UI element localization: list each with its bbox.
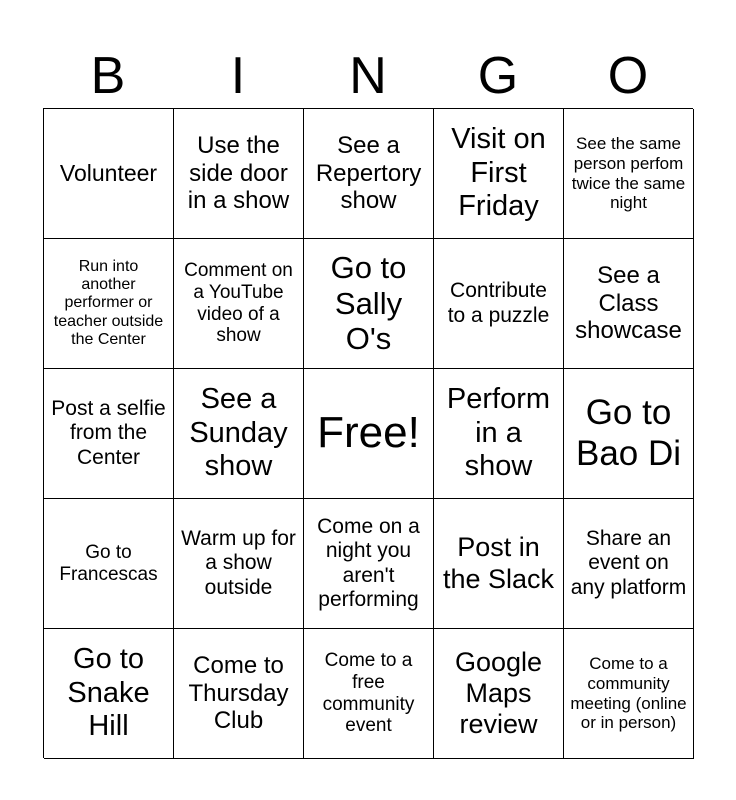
cell-text: Post a selfie from the Center — [51, 397, 166, 469]
bingo-cell[interactable] — [44, 499, 174, 629]
cell-text: Come to Thursday Club — [188, 652, 289, 735]
cell-text: See a Class showcase — [575, 262, 682, 345]
bingo-cell[interactable] — [564, 369, 694, 499]
bingo-cell[interactable] — [44, 369, 174, 499]
cell-text: Use the side door in a show — [187, 132, 290, 215]
cell-text: Google Maps review — [454, 646, 543, 740]
cell-text: Visit on First Friday — [451, 123, 546, 223]
bingo-cell[interactable] — [304, 239, 434, 369]
bingo-cell[interactable] — [434, 239, 564, 369]
cell-text: Warm up for a show outside — [181, 527, 296, 599]
cell-text: Perform in a show — [446, 383, 551, 483]
bingo-cell[interactable] — [174, 109, 304, 239]
free-space-text: Free! — [317, 408, 420, 458]
cell-text: Go to Sally O's — [330, 250, 407, 357]
bingo-cell[interactable] — [434, 499, 564, 629]
bingo-cell[interactable] — [44, 109, 174, 239]
bingo-cell[interactable] — [434, 109, 564, 239]
cell-text: Run into another performer or teacher outside the Center — [53, 257, 164, 349]
bingo-cell[interactable] — [434, 369, 564, 499]
cell-text: See a Sunday show — [189, 383, 288, 483]
bingo-cell[interactable] — [174, 369, 304, 499]
cell-text: See a Repertory show — [315, 132, 422, 215]
header-letter-g: G — [477, 47, 519, 105]
header-letter-n: N — [349, 47, 387, 105]
cell-text: Come to a community meeting (online or in person) — [570, 654, 687, 733]
bingo-cell[interactable] — [174, 499, 304, 629]
bingo-cell[interactable] — [174, 629, 304, 759]
bingo-cell[interactable] — [564, 109, 694, 239]
bingo-cell[interactable] — [564, 239, 694, 369]
bingo-cell[interactable] — [304, 499, 434, 629]
header-letter-o: O — [607, 47, 649, 105]
cell-text: Go to Snake Hill — [67, 643, 150, 743]
cell-text: Go to Bao Di — [575, 393, 682, 473]
free-space-cell[interactable] — [304, 369, 434, 499]
bingo-board — [43, 108, 693, 758]
header-letter-i: I — [230, 47, 246, 105]
bingo-cell[interactable] — [44, 629, 174, 759]
bingo-cell[interactable] — [564, 629, 694, 759]
cell-text: Post in the Slack — [442, 532, 555, 594]
cell-text: Comment on a YouTube video of a show — [184, 259, 293, 347]
cell-text: Go to Francescas — [59, 541, 158, 585]
cell-text: Come on a night you aren't performing — [317, 515, 420, 611]
cell-text: See the same person perfom twice the same night — [571, 134, 686, 213]
bingo-cell[interactable] — [304, 109, 434, 239]
cell-text: Share an event on any platform — [570, 527, 687, 599]
bingo-cell[interactable] — [174, 239, 304, 369]
bingo-cell[interactable] — [44, 239, 174, 369]
cell-text: Contribute to a puzzle — [447, 279, 550, 327]
bingo-cell[interactable] — [564, 499, 694, 629]
bingo-header — [43, 44, 693, 108]
bingo-cell[interactable] — [304, 629, 434, 759]
header-letter-b: B — [90, 47, 126, 105]
bingo-cell[interactable] — [434, 629, 564, 759]
cell-text: Come to a free community event — [322, 649, 415, 737]
cell-text: Volunteer — [59, 160, 158, 187]
